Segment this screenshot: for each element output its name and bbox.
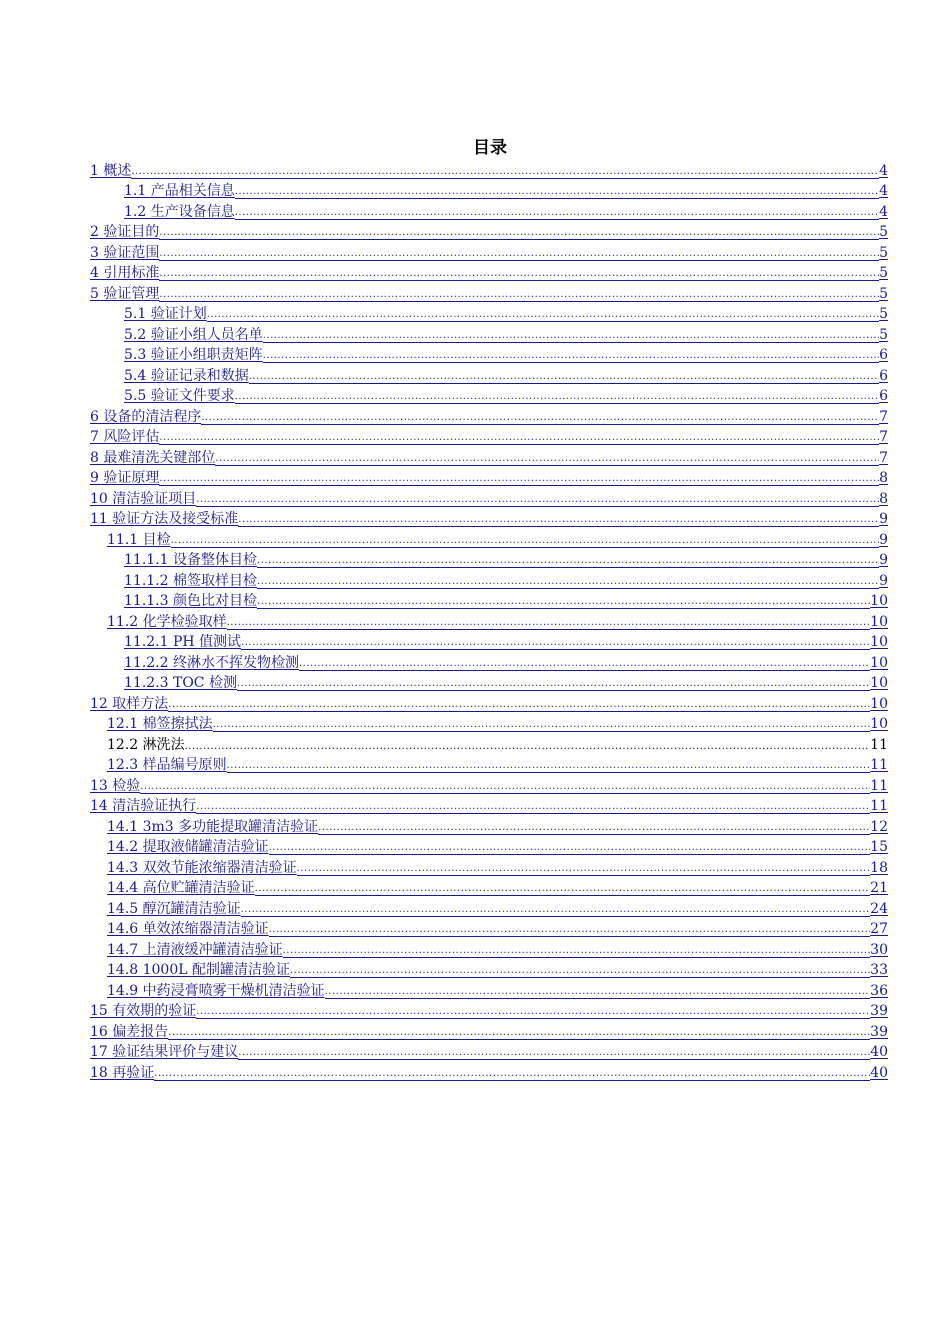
toc-title: 目录 (473, 138, 507, 158)
toc-dot-leader (227, 613, 871, 630)
toc-entry[interactable] (90, 692, 888, 713)
toc-entry-label: 14.3 双效节能浓缩器清洁验证 (107, 859, 297, 876)
toc-entry-page-number: 11 (870, 798, 888, 814)
toc-dot-leader (196, 490, 879, 507)
toc-entry-label: 14.2 提取液储罐清洁验证 (107, 839, 269, 855)
toc-dot-leader (185, 737, 871, 753)
toc-entry-page-number: 15 (870, 839, 888, 855)
toc-entry-label: 14.1 3m3 多功能提取罐清洁验证 (107, 818, 319, 835)
toc-entry[interactable] (90, 508, 888, 529)
toc-entry-label: 10 清洁验证项目 (90, 490, 197, 507)
toc-entry-label: 12.3 样品编号原则 (107, 757, 227, 773)
toc-entry-page-number: 7 (879, 449, 888, 466)
toc-dot-leader (215, 449, 879, 466)
toc-entry[interactable] (90, 426, 888, 447)
toc-entry[interactable] (90, 446, 888, 467)
toc-entry-page-number: 10 (870, 675, 888, 691)
toc-entry-page-number: 5 (879, 244, 888, 261)
toc-dot-leader (196, 1002, 870, 1019)
toc-entry-label: 11.2 化学检验取样 (107, 613, 227, 630)
toc-entry-label: 8 最难清洗关键部位 (90, 449, 216, 466)
toc-entry[interactable] (90, 200, 888, 221)
toc-dot-leader (257, 551, 879, 568)
toc-dot-leader (238, 1043, 870, 1060)
toc-entry-label: 11.1 目检 (107, 531, 171, 548)
toc-entry-page-number: 30 (870, 941, 888, 958)
toc-dot-leader (241, 633, 870, 650)
toc-entry-label: 1 概述 (90, 162, 132, 179)
toc-entry-label: 12 取样方法 (90, 695, 169, 712)
toc-entry-label: 5.3 验证小组职责矩阵 (124, 347, 263, 363)
toc-entry-page-number: 10 (870, 613, 888, 630)
toc-entry-label: 5 验证管理 (90, 285, 160, 302)
toc-dot-leader (159, 264, 879, 281)
toc-entry[interactable] (90, 836, 888, 857)
toc-entry[interactable] (90, 754, 888, 775)
toc-dot-leader (325, 982, 871, 999)
toc-entry-page-number: 24 (870, 900, 888, 917)
toc-entry[interactable] (90, 590, 888, 611)
toc-dot-leader (263, 326, 879, 343)
toc-entry[interactable] (90, 549, 888, 570)
toc-entry-page-number: 5 (879, 265, 888, 281)
toc-entry-page-number: 21 (870, 880, 888, 896)
toc-dot-leader (168, 1023, 870, 1040)
toc-entry[interactable] (90, 364, 888, 385)
toc-entry-page-number: 9 (879, 511, 888, 527)
toc-entry-label: 11.2.2 终淋水不挥发物检测 (124, 654, 299, 671)
toc-entry-page-number: 5 (879, 326, 888, 343)
toc-entry-label: 14.5 醇沉罐清洁验证 (107, 900, 241, 917)
toc-dot-leader (154, 1064, 870, 1081)
toc-entry-label: 14.6 单效浓缩器清洁验证 (107, 921, 269, 937)
toc-entry-page-number: 10 (870, 634, 888, 650)
toc-entry[interactable] (90, 528, 888, 549)
toc-entry[interactable] (90, 938, 888, 959)
toc-entry[interactable] (90, 897, 888, 918)
toc-entry[interactable] (90, 344, 888, 365)
toc-entry[interactable] (90, 713, 888, 734)
toc-dot-leader (235, 387, 879, 404)
toc-entry-page-number: 11 (870, 777, 888, 794)
toc-entry-label: 15 有效期的验证 (90, 1003, 197, 1019)
toc-entry[interactable] (90, 262, 888, 283)
toc-entry-label: 2 验证目的 (90, 224, 160, 240)
toc-dot-leader (140, 777, 870, 794)
toc-dot-leader (159, 244, 879, 261)
toc-entry-page-number: 33 (870, 962, 888, 978)
toc-dot-leader (263, 346, 879, 363)
toc-entry[interactable] (90, 610, 888, 631)
toc-entry[interactable] (90, 1000, 888, 1021)
toc-entry[interactable] (90, 877, 888, 898)
toc-dot-leader (283, 941, 871, 958)
toc-entry[interactable] (90, 241, 888, 262)
toc-dot-leader (159, 223, 879, 240)
toc-entry-label: 11.1.1 设备整体目检 (124, 552, 257, 568)
toc-entry-page-number: 7 (879, 408, 888, 425)
toc-dot-leader (269, 838, 871, 855)
toc-entry[interactable] (90, 1041, 888, 1062)
toc-dot-leader (227, 756, 871, 773)
toc-entry[interactable] (90, 467, 888, 488)
toc-entry-label: 4 引用标准 (90, 265, 160, 281)
toc-entry-page-number: 40 (870, 1044, 888, 1060)
toc-entry-label: 1.2 生产设备信息 (124, 203, 235, 220)
toc-entry-page-number: 5 (879, 306, 888, 322)
toc-entry[interactable] (90, 672, 888, 693)
toc-entry[interactable] (90, 856, 888, 877)
toc-entry[interactable] (90, 221, 888, 242)
toc-entry-page-number: 36 (870, 982, 888, 999)
toc-entry-page-number: 5 (879, 285, 888, 302)
toc-entry-label: 6 设备的清洁程序 (90, 408, 202, 425)
toc-entry[interactable] (90, 405, 888, 426)
toc-entry-page-number: 8 (879, 490, 888, 507)
toc-entry-page-number: 9 (879, 572, 888, 589)
toc-entry-label: 17 验证结果评价与建议 (90, 1044, 239, 1060)
toc-entry[interactable] (90, 569, 888, 590)
toc-dot-leader (257, 572, 879, 589)
toc-entry[interactable] (90, 282, 888, 303)
toc-dot-leader (159, 469, 879, 486)
toc-dot-leader (297, 859, 871, 876)
toc-entry-page-number: 4 (879, 203, 888, 220)
toc-entry (90, 733, 888, 754)
toc-entry[interactable] (90, 918, 888, 939)
toc-dot-leader (318, 818, 870, 835)
toc-entry-page-number: 39 (870, 1023, 888, 1040)
toc-dot-leader (196, 797, 870, 814)
toc-entry-page-number: 12 (870, 818, 888, 835)
toc-dot-leader (159, 428, 879, 445)
toc-dot-leader (171, 531, 879, 548)
toc-entry-label: 14 清洁验证执行 (90, 798, 197, 814)
toc-entry-page-number: 6 (879, 367, 888, 384)
toc-entry[interactable] (90, 1061, 888, 1082)
toc-entry-label: 11.1.3 颜色比对目检 (124, 593, 257, 609)
toc-entry-page-number: 11 (870, 757, 888, 773)
toc-entry-label: 9 验证原理 (90, 470, 160, 486)
toc-entry-label: 11.1.2 棉签取样目检 (124, 572, 257, 589)
toc-dot-leader (241, 900, 871, 917)
toc-entry-page-number: 9 (879, 531, 888, 548)
toc-entry-page-number: 6 (879, 388, 888, 404)
toc-dot-leader (131, 162, 879, 179)
toc-entry-page-number: 11 (870, 736, 888, 753)
toc-entry-page-number: 8 (879, 470, 888, 486)
toc-dot-leader (290, 961, 870, 978)
toc-dot-leader (168, 695, 870, 712)
toc-entry-page-number: 27 (870, 921, 888, 937)
toc-entry-label: 16 偏差报告 (90, 1023, 169, 1040)
toc-entry[interactable] (90, 180, 888, 201)
toc-entry-label: 11 验证方法及接受标准 (90, 511, 239, 527)
toc-entry-label: 5.1 验证计划 (124, 306, 207, 322)
toc-entry-label: 7 风险评估 (90, 429, 160, 445)
toc-entry-label: 1.1 产品相关信息 (124, 183, 235, 199)
toc-entry-label: 11.2.1 PH 值测试 (124, 634, 242, 650)
toc-dot-leader (269, 920, 871, 937)
toc-entry-label: 14.4 高位贮罐清洁验证 (107, 880, 255, 896)
toc-dot-leader (159, 285, 879, 302)
toc-entry-page-number: 18 (870, 859, 888, 876)
toc-entry-page-number: 10 (870, 593, 888, 609)
toc-entry[interactable] (90, 159, 888, 180)
toc-entry[interactable] (90, 774, 888, 795)
toc-entry[interactable] (90, 959, 888, 980)
toc-entry-page-number: 39 (870, 1003, 888, 1019)
toc-dot-leader (235, 203, 879, 220)
toc-dot-leader (237, 674, 870, 691)
toc-entry[interactable] (90, 651, 888, 672)
toc-dot-leader (299, 654, 870, 671)
toc-entry-page-number: 6 (879, 347, 888, 363)
toc-entry-page-number: 10 (870, 695, 888, 712)
toc-entry-label: 5.5 验证文件要求 (124, 388, 235, 404)
toc-entry[interactable] (90, 323, 888, 344)
toc-entry-label: 5.4 验证记录和数据 (124, 367, 249, 384)
toc-entry[interactable] (90, 303, 888, 324)
toc-dot-leader (238, 510, 879, 527)
toc-entry-page-number: 10 (870, 716, 888, 732)
toc-entry-page-number: 9 (879, 552, 888, 568)
toc-dot-leader (257, 592, 870, 609)
toc-entry[interactable] (90, 815, 888, 836)
toc-entry-label: 14.9 中药浸膏喷雾干燥机清洁验证 (107, 982, 325, 999)
toc-entry-label: 12.2 淋洗法 (107, 736, 185, 753)
toc-dot-leader (255, 879, 871, 896)
toc-entry-label: 5.2 验证小组人员名单 (124, 326, 263, 343)
toc-entry-page-number: 40 (870, 1064, 888, 1081)
toc-entry-label: 18 再验证 (90, 1064, 155, 1081)
table-of-contents (90, 159, 888, 1082)
toc-dot-leader (201, 408, 879, 425)
toc-entry-label: 13 检验 (90, 777, 141, 794)
toc-entry[interactable] (90, 1020, 888, 1041)
toc-entry-page-number: 5 (879, 224, 888, 240)
toc-entry-label: 14.7 上清液缓冲罐清洁验证 (107, 941, 283, 958)
toc-entry[interactable] (90, 979, 888, 1000)
toc-entry[interactable] (90, 631, 888, 652)
toc-dot-leader (207, 305, 879, 322)
toc-entry[interactable] (90, 795, 888, 816)
toc-entry-page-number: 7 (879, 429, 888, 445)
toc-entry-label: 3 验证范围 (90, 244, 160, 261)
toc-entry-label: 11.2.3 TOC 检测 (124, 675, 237, 691)
toc-entry-label: 12.1 棉签擦拭法 (107, 716, 213, 732)
toc-dot-leader (249, 367, 879, 384)
toc-entry[interactable] (90, 487, 888, 508)
toc-entry[interactable] (90, 385, 888, 406)
toc-dot-leader (235, 182, 879, 199)
toc-entry-page-number: 4 (879, 162, 888, 179)
toc-entry-page-number: 4 (879, 183, 888, 199)
toc-entry-label: 14.8 1000L 配制罐清洁验证 (107, 962, 290, 978)
toc-entry-page-number: 10 (870, 654, 888, 671)
toc-dot-leader (213, 715, 871, 732)
